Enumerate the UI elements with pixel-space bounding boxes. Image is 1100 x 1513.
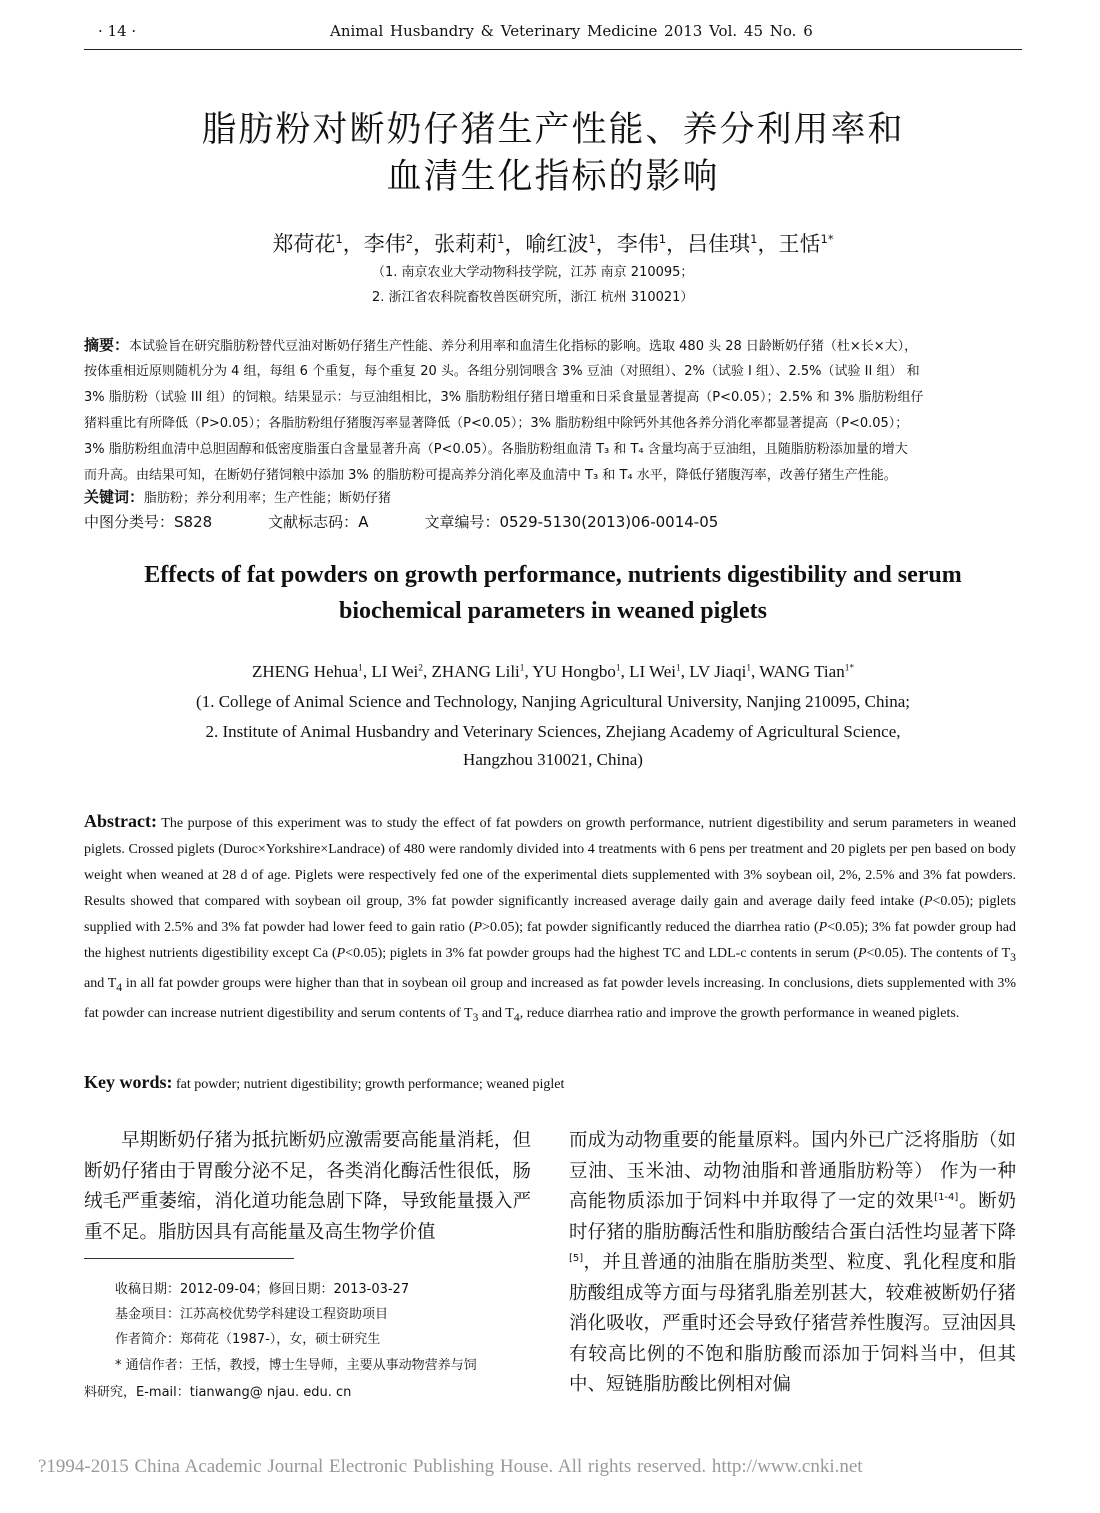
body-paragraph: ，并且普通的油脂在脂肪类型、粒度、乳化程度和脂肪酸组成等方面与母猪乳脂差别甚大，较难被断奶仔猪消化吸收，严重时还会导致仔猪营养性腹泻。豆油因具有较高比例的不饱和脂肪酸而添加于饲料当中，但其中、短链脂肪酸比例相对偏 [569, 1252, 1016, 1395]
en-keywords [84, 1072, 564, 1093]
body-right-column [569, 1126, 1016, 1401]
en-abstract-text: The purpose of this experiment was to study the effect of fat powders on growth performance, nutrient digestibility and serum parameters in weaned piglets. Crossed piglets (Duroc×Yorkshire×Landrace) of 480 were randomly divided into 4 treatments with 6 pens per treatment and 20 piglets per pen based on body weight when weaned at 28 d of age. Piglets were respectively fed one of the experimental diets supplemented with 3% soybean oil, 2%, 2.5% and 3% fat powders. Results showed that compared with soybean oil group, 3% fat powder significantly increased average daily gain and average daily feed intake (P<0.05); piglets supplied with 2.5% and 3% fat powder had lower feed to gain ratio (P>0.05); fat powder significantly reduced the diarrhea ratio (P<0.05); 3% fat powder group had the highest nutrients digestibility except Ca (P<0.05); piglets in 3% fat powder groups had the highest TC and LDL-c contents in serum (P<0.05). The contents of $T_3$ and $T_4$ in all fat powder groups were higher than that in soybean oil group and increased as fat powder levels increasing. In conclusions, diets supplemented with 3% fat powder can increase nutrient digestibility and serum contents of $T_3$ and $T_4$, reduce diarrhea ratio and improve the growth performance in weaned piglets. [84, 816, 1017, 1025]
journal-running-head: Animal Husbandry & Veterinary Medicine 2013 Vol. 45 No. 6 [330, 22, 813, 40]
clc-value: S828 [174, 513, 213, 531]
cn-keywords [84, 486, 1022, 507]
cn-authors: 郑荷花$^1$，李伟$^2$，张莉莉$^1$，喻红波$^1$，李伟$^1$，吕佳琪$^1$，王恬$^{1*}$ [272, 232, 834, 256]
page-number: · 14 · [98, 22, 137, 40]
cn-abstract-line: 3% 脂肪粉组血清中总胆固醇和低密度脂蛋白含量显著升高（P<0.05）。各脂肪粉组血清 T₃ 和 T₄ 含量均高于豆油组，且随脂肪粉添加量的增大 [84, 442, 908, 457]
footnote-corresponding: * 通信作者：王恬，教授，博士生导师，主要从事动物营养与饲 [115, 1358, 477, 1373]
article-no-value: 0529-5130(2013)06-0014-05 [499, 513, 719, 531]
cn-keywords-text: 脂肪粉；养分利用率；生产性能；断奶仔猪 [144, 491, 392, 506]
header-rule [84, 49, 1022, 50]
article-no-label: 文章编号： [424, 513, 500, 531]
en-title-line-1: Effects of fat powders on growth performance, nutrients digestibility and serum [144, 562, 962, 588]
doc-code-value: A [358, 513, 369, 531]
cn-abstract-text: 本试验旨在研究脂肪粉替代豆油对断奶仔猪生产性能、养分利用率和血清生化指标的影响。选取 480 头 28 日龄断奶仔猪（杜×长×大）， [129, 339, 918, 354]
en-authors: ZHENG Hehua$^1$, LI Wei$^2$, ZHANG Lili$^1$, YU Hongbo$^1$, LI Wei$^1$, LV Jiaqi$^1$, WANG Tian$^{1*}$ [251, 662, 855, 681]
cn-abstract-label: 摘要： [84, 336, 130, 354]
cn-abstract-line: 而升高。由结果可知，在断奶仔猪饲粮中添加 3% 的脂肪粉可提高养分消化率及血清中 T₃ 和 T₄ 水平，降低仔猪腹泻率，改善仔猪生产性能。 [84, 468, 897, 483]
cn-abstract-line: 3% 脂肪粉（试验 III 组）的饲粮。结果显示：与豆油组相比，3% 脂肪粉组仔猪日增重和日采食量显著提高（P<0.05）；2.5% 和 3% 脂肪粉组仔 [84, 390, 924, 405]
footnote-fund: 基金项目：江苏高校优势学科建设工程资助项目 [115, 1307, 389, 1322]
cn-abstract-line [84, 334, 1022, 355]
en-keywords-text: fat powder; nutrient digestibility; growth performance; weaned piglet [172, 1077, 565, 1092]
cn-classification [84, 511, 1022, 532]
en-affiliation-3: Hangzhou 310021, China) [463, 750, 643, 769]
en-keywords-label: Key words: [84, 1072, 173, 1092]
body-left-column [84, 1126, 531, 1248]
en-affiliation-1: (1. College of Animal Science and Technology, Nanjing Agricultural University, Nanjing 210095, China; [196, 692, 910, 711]
clc-label: 中图分类号： [84, 513, 175, 531]
cn-affiliation-1: （1. 南京农业大学动物科技学院，江苏 南京 210095； [372, 265, 694, 280]
cn-title-line-1: 脂肪粉对断奶仔猪生产性能、养分利用率和 [201, 110, 905, 150]
body-paragraph: 而成为动物重要的能量原料。国内外已广泛将脂肪（如豆油、玉米油、动物油脂和普通脂肪粉等） 作为一种高能物质添加于饲料中并取得了一定的效果 [569, 1130, 1016, 1212]
cn-keywords-label: 关键词： [84, 488, 145, 506]
footnote-author-bio: 作者简介：郑荷花（1987-），女，硕士研究生 [115, 1332, 381, 1347]
body-paragraph: 。断奶时仔猪的脂肪酶活性和脂肪酸结合蛋白活性均显著下降 [569, 1191, 1016, 1243]
cn-abstract-line: 按体重相近原则随机分为 4 组，每组 6 个重复，每个重复 20 头。各组分别饲喂含 3% 豆油（对照组）、2%（试验 I 组）、2.5%（试验 II 组） 和 [84, 364, 920, 379]
citation-ref: [1-4] [934, 1191, 959, 1203]
copyright-notice: ?1994-2015 China Academic Journal Electronic Publishing House. All rights reserved. http://www.cnki.net [38, 1456, 863, 1477]
doc-code-label: 文献标志码： [268, 513, 359, 531]
cn-title-line-2: 血清生化指标的影响 [386, 157, 720, 197]
en-abstract [84, 808, 1016, 1031]
cn-abstract-line: 猪料重比有所降低（P>0.05）；各脂肪粉组仔猪腹泻率显著降低（P<0.05）；3% 脂肪粉组中除钙外其他各养分消化率都显著提高（P<0.05）； [84, 416, 909, 431]
footnote-rule [84, 1258, 294, 1259]
footnote-received: 收稿日期：2012-09-04；修回日期：2013-03-27 [115, 1282, 410, 1297]
en-abstract-label: Abstract: [84, 811, 157, 831]
en-title-line-2: biochemical parameters in weaned piglets [339, 598, 767, 624]
citation-ref: [5] [569, 1252, 584, 1264]
footnote-corresponding-cont: 料研究，E-mail：tianwang@ njau. edu. cn [84, 1385, 352, 1400]
cn-affiliation-2: 2. 浙江省农科院畜牧兽医研究所，浙江 杭州 310021） [372, 290, 694, 305]
body-paragraph: 早期断奶仔猪为抵抗断奶应激需要高能量消耗，但断奶仔猪由于胃酸分泌不足，各类消化酶活性很低，肠绒毛严重萎缩，消化道功能急剧下降，导致能量摄入严重不足。脂肪因具有高能量及高生物学价值 [84, 1130, 531, 1243]
en-affiliation-2: 2. Institute of Animal Husbandry and Veterinary Sciences, Zhejiang Academy of Agricultural Science, [205, 722, 901, 741]
